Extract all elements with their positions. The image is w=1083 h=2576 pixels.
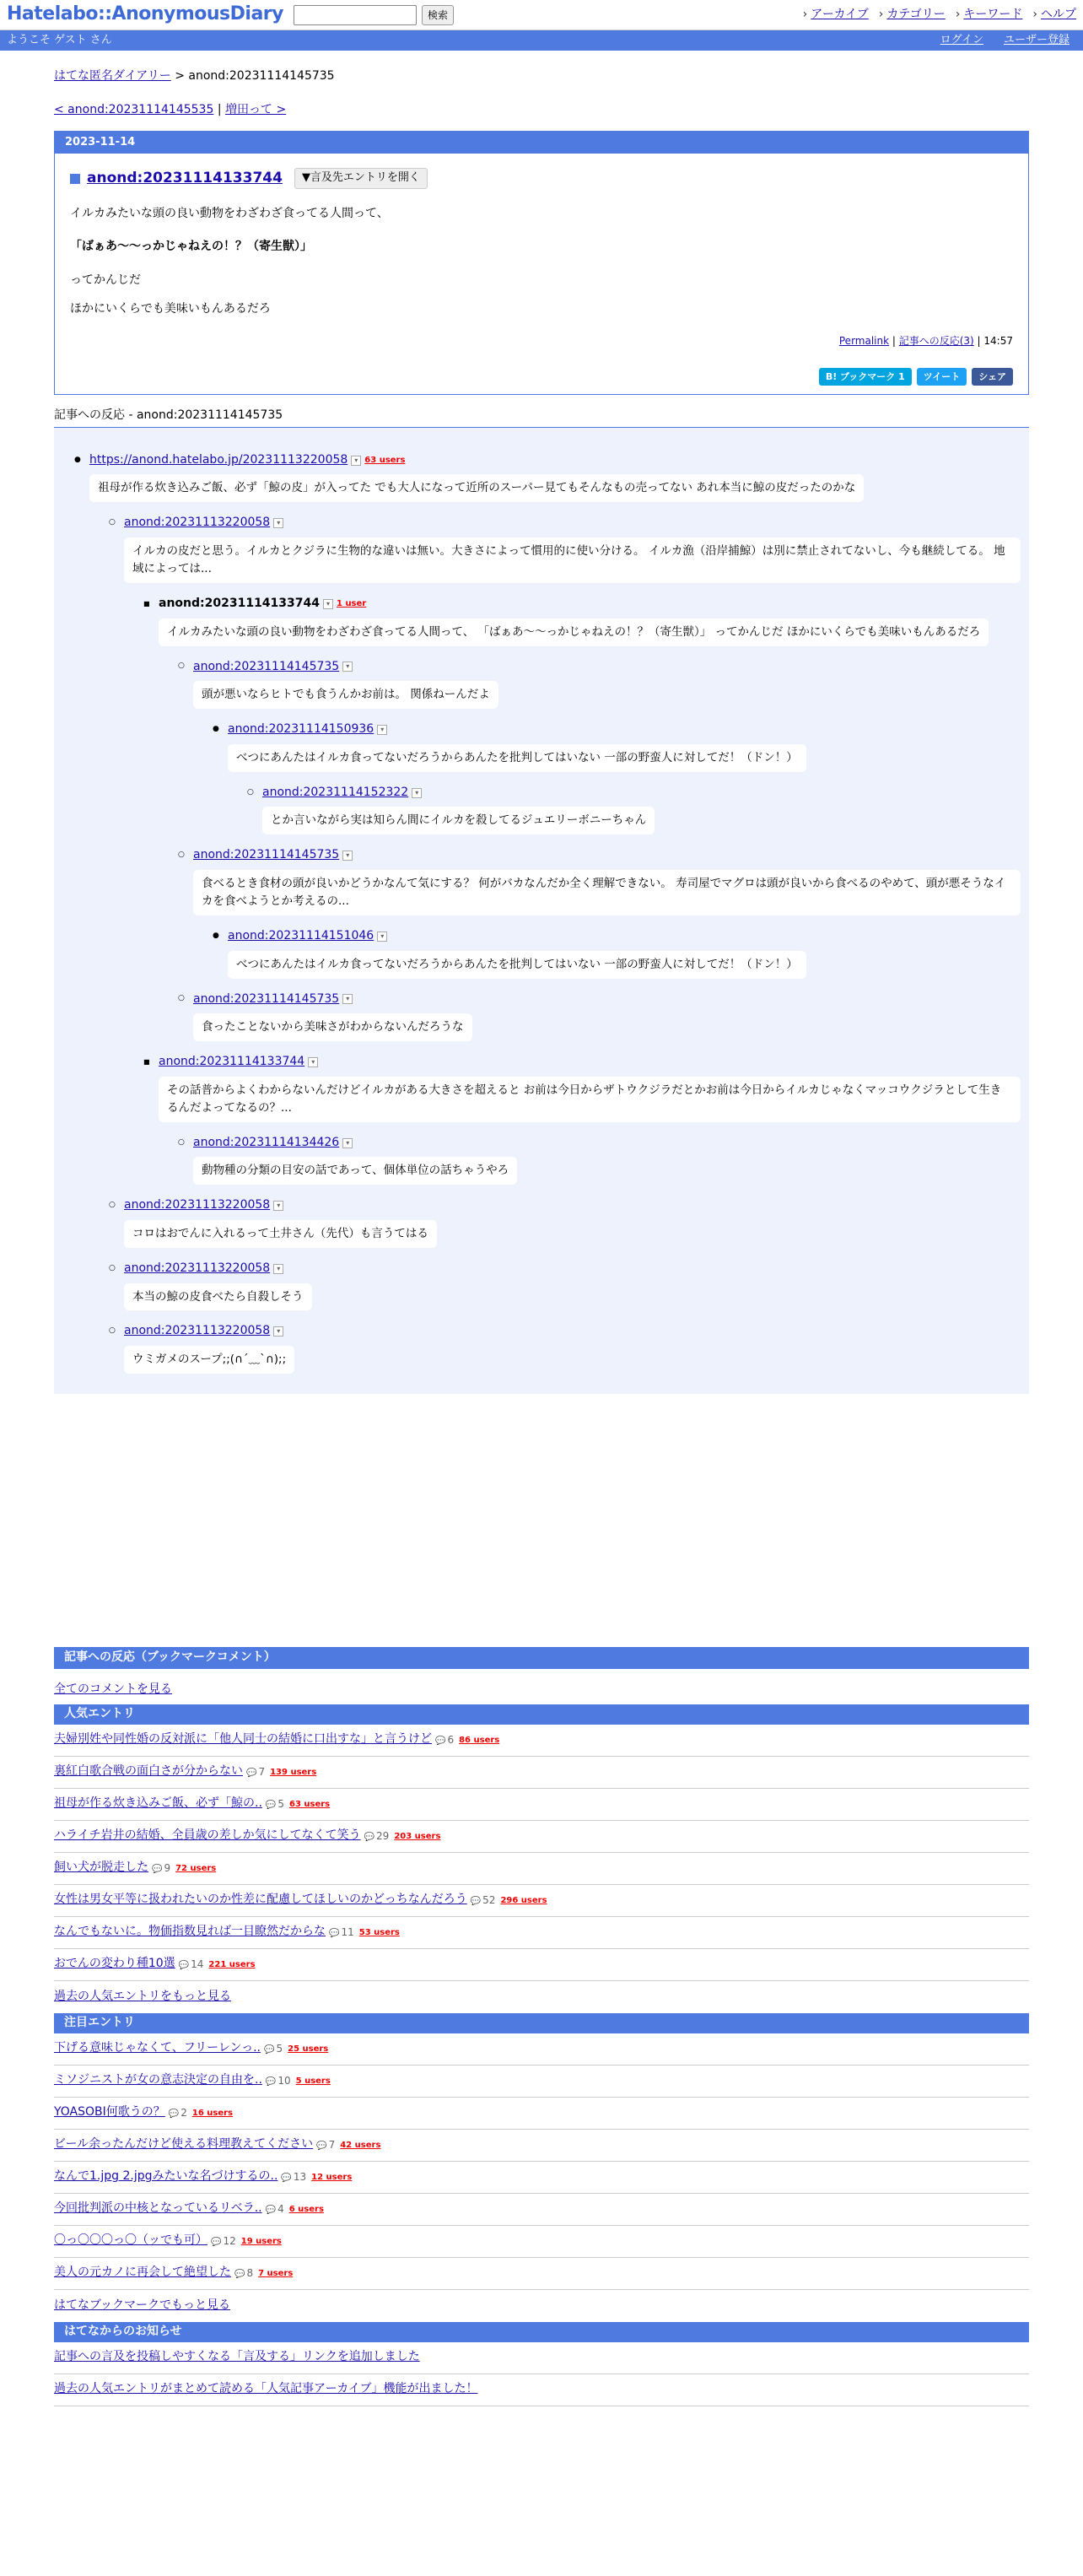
dropdown-icon[interactable]: ▾	[412, 788, 422, 798]
response-link[interactable]: anond:20231114150936	[228, 722, 374, 737]
entry-line: ってかんじだ	[70, 273, 141, 288]
entry-row	[54, 1917, 1029, 1949]
users-badge[interactable]: 19 users	[240, 2236, 282, 2246]
entry	[55, 154, 1028, 394]
nav-keyword[interactable]: › キーワード	[956, 6, 1023, 24]
comment-count[interactable]: 💬 8	[234, 2265, 253, 2282]
entry-link[interactable]: ミソジニストが女の意志決定の自由を..	[54, 2073, 262, 2087]
response-text: 食べるとき食材の頭が良いかどうかなんて気にする？ 何がバカなんだか全く理解できない。 寿司屋でマグロは頭が良いから食べるのやめて、頭が悪そうなイカを食べようとか考えるの...	[193, 870, 1021, 915]
entry-date: 2023-11-14	[55, 132, 1028, 154]
bullet-icon: ○	[178, 1137, 185, 1147]
dropdown-icon[interactable]: ▾	[273, 1201, 283, 1211]
dropdown-icon[interactable]: ▾	[308, 1057, 318, 1067]
square-icon	[70, 174, 80, 184]
bullet-icon: ○	[109, 1263, 116, 1272]
dropdown-icon[interactable]: ▾	[273, 1326, 283, 1337]
dropdown-icon[interactable]: ▾	[342, 1138, 353, 1148]
users-badge[interactable]: 63 users	[289, 1799, 331, 1809]
response-header	[213, 721, 1021, 739]
response-text: べつにあんたはイルカ食ってないだろうからあんたを批判してはいない 一部の野蛮人に対してだ！（ドン！）	[228, 951, 806, 979]
entry-link[interactable]: ビール余ったんだけど使える料理教えてください	[54, 2137, 314, 2152]
nav-archive[interactable]: › アーカイブ	[803, 6, 869, 24]
bullet-icon: ○	[247, 787, 254, 797]
bookmark-comments-header: 記事への反応（ブックマークコメント）	[54, 1647, 1029, 1669]
response-link: anond:20231114133744	[159, 596, 320, 610]
entry-link[interactable]: 今回批判派の中核となっているリベラ..	[54, 2201, 262, 2216]
response-header	[247, 784, 1021, 802]
comment-count[interactable]: 💬 10	[266, 2073, 291, 2089]
response-link[interactable]: https://anond.hatelabo.jp/20231113220058	[89, 452, 348, 467]
response-text: 動物種の分類の目安の話であって、個体単位の話ちゃうやろ	[193, 1157, 517, 1185]
next-entry-link[interactable]: 増田って >	[225, 102, 287, 116]
search-button[interactable]: 検索	[422, 5, 454, 25]
day-section	[54, 131, 1029, 395]
permalink[interactable]: Permalink	[838, 335, 890, 348]
users-badge[interactable]: 63 users	[364, 455, 406, 465]
entry-line-bold: 「ばぁあ〜〜っかじゃねえの！？（寄生獣）」	[70, 240, 312, 254]
response-link[interactable]: anond:20231113220058	[124, 1198, 271, 1212]
comment-count[interactable]: 💬 52	[471, 1893, 496, 1909]
response-text: 祖母が作る炊き込みご飯、必ず「鯨の皮」が入ってた でも大人になって近所のスーパー見てもそんなもの売ってない あれ本当に鯨の皮だったのかな	[89, 474, 864, 502]
dropdown-icon[interactable]: ▾	[273, 518, 283, 528]
bullet-icon: ■	[143, 599, 150, 608]
featured-list	[54, 2033, 1029, 2290]
response-text: その話普からよくわからないんだけどイルカがある大きさを超えると お前は今日からザトウクジラだとかお前は今日からイルカじゃなくマッコウクジラとして生きるんだよってなるの？...	[159, 1077, 1021, 1122]
response-link[interactable]: anond:20231114152322	[262, 785, 409, 799]
entry-link[interactable]: 祖母が作る炊き込みご飯、必ず「鯨の..	[54, 1796, 262, 1811]
comment-count[interactable]: 💬 12	[211, 2233, 236, 2249]
dropdown-icon[interactable]: ▾	[377, 725, 387, 735]
comment-count[interactable]: 💬 6	[435, 1732, 454, 1748]
users-badge[interactable]: 139 users	[270, 1767, 317, 1777]
bullet-icon: ●	[74, 455, 81, 464]
response-item	[178, 991, 1021, 1042]
site-logo[interactable]: Hatelabo::AnonymousDiary	[7, 3, 283, 25]
bookmark-comments-section	[54, 1647, 1029, 2406]
dropdown-icon[interactable]: ▾	[342, 994, 353, 1004]
dropdown-icon[interactable]: ▾	[342, 851, 353, 861]
comment-count[interactable]: 💬 4	[266, 2201, 284, 2217]
entry-link[interactable]: 〇っ〇〇〇っ〇（ッでも可）	[54, 2233, 207, 2248]
bullet-icon: ○	[178, 994, 185, 1003]
dropdown-icon[interactable]: ▾	[273, 1264, 283, 1274]
response-item	[178, 846, 1021, 915]
breadcrumb-root[interactable]: はてな匿名ダイアリー	[54, 69, 171, 83]
login-link[interactable]: ログイン	[940, 33, 983, 46]
search-input[interactable]	[294, 5, 417, 25]
entry-row	[54, 1725, 1029, 1757]
entry-link[interactable]: おでんの変わり種10選	[54, 1957, 175, 1971]
response-item	[109, 514, 1021, 583]
entry-title[interactable]: anond:20231114133744	[87, 170, 283, 187]
response-item	[143, 595, 1021, 646]
response-link[interactable]: anond:20231113220058	[124, 1324, 271, 1338]
entry-row	[54, 2226, 1029, 2258]
response-link[interactable]: anond:20231114134426	[193, 1135, 340, 1149]
entry-row	[54, 1853, 1029, 1885]
response-link[interactable]: anond:20231114145735	[193, 659, 340, 673]
main-content	[54, 51, 1029, 2406]
dropdown-icon[interactable]: ▾	[323, 599, 333, 609]
users-badge[interactable]: 6 users	[288, 2204, 324, 2214]
response-text: とか言いながら実は知らん間にイルカを殺してるジュエリーボニーちゃん	[262, 807, 655, 834]
response-header	[109, 1322, 1021, 1341]
response-header	[109, 1196, 1021, 1215]
response-header	[178, 658, 1021, 677]
entry-row	[54, 2066, 1029, 2098]
users-badge[interactable]: 12 users	[311, 2172, 353, 2182]
response-text: イルカみたいな頭の良い動物をわざわざ食ってる人間って、 「ばぁあ〜〜っかじゃねえの！？（寄生獣）」 ってかんじだ ほかにいくらでも美味いもんあるだろ	[159, 618, 989, 646]
welcome-text: ようこそ ゲスト さん	[7, 33, 112, 46]
response-text: 食ったことないから美味さがわからないんだろうな	[193, 1013, 472, 1041]
response-text: コロはおでんに入れるって土井さん（先代）も言うてはる	[124, 1220, 437, 1248]
entry-row	[54, 1885, 1029, 1917]
register-link[interactable]: ユーザー登録	[1003, 33, 1070, 46]
users-badge[interactable]: 86 users	[459, 1735, 500, 1745]
entry-footer: Permalink | 記事への反応(3) | 14:57	[838, 335, 1013, 348]
response-header	[109, 514, 1021, 532]
nav-category[interactable]: › カテゴリー	[879, 6, 946, 24]
comment-count[interactable]: 💬 9	[152, 1860, 170, 1877]
nav-help[interactable]: › ヘルプ	[1032, 6, 1076, 24]
bullet-icon: ○	[178, 851, 185, 860]
comment-count[interactable]: 💬 5	[266, 1796, 284, 1812]
comment-count[interactable]: 💬 29	[364, 1828, 390, 1844]
response-link[interactable]: anond:20231113220058	[124, 516, 271, 530]
response-item	[74, 451, 1021, 503]
top-nav	[803, 6, 1076, 24]
breadcrumb-current: anond:20231114145735	[188, 69, 335, 83]
response-header	[178, 1134, 1021, 1153]
response-text: べつにあんたはイルカ食ってないだろうからあんたを批判してはいない 一部の野蛮人に対してだ！（ドン！）	[228, 744, 806, 772]
response-text: 本当の鯨の皮食べたら自殺しそう	[124, 1283, 312, 1311]
bullet-icon: ■	[143, 1057, 150, 1066]
comment-count[interactable]: 💬 5	[264, 2041, 283, 2057]
entry-link[interactable]: 裏紅白歌合戦の面白さが分からない	[54, 1764, 243, 1779]
news-item[interactable]: 過去の人気エントリがまとめて読める「人気記事アーカイブ」機能が出ました！	[54, 2382, 478, 2396]
entry-link[interactable]: 夫婦別姓や同性婚の反対派に「他人同士の結婚に口出すな」と言うけど	[54, 1732, 432, 1747]
facebook-share-button[interactable]: シェア	[972, 368, 1013, 386]
news-header: はてなからのお知らせ	[54, 2322, 1029, 2342]
dropdown-icon[interactable]: ▾	[351, 456, 361, 466]
entry-row	[54, 2130, 1029, 2162]
breadcrumb	[54, 68, 1029, 86]
response-item	[178, 658, 1021, 710]
dropdown-icon[interactable]: ▾	[342, 662, 353, 672]
users-badge[interactable]: 72 users	[175, 1863, 217, 1873]
bullet-icon: ●	[213, 931, 219, 940]
response-item	[213, 927, 1021, 979]
entry-link[interactable]: ハライチ岩井の結婚、全員歳の差しか気にしてなくて笑う	[54, 1828, 361, 1843]
breadcrumb-separator: >	[170, 69, 189, 83]
response-item	[109, 1196, 1021, 1248]
comment-count[interactable]: 💬 14	[179, 1957, 204, 1973]
response-link[interactable]: anond:20231114133744	[159, 1055, 305, 1069]
response-header	[109, 1260, 1021, 1278]
entry-link[interactable]: 下げる意味じゃなくて、フリーレンっ..	[54, 2041, 261, 2055]
more-featured-link[interactable]: はてなブックマークでもっと見る	[54, 2298, 231, 2312]
entry-body	[70, 205, 1013, 319]
welcome-bar	[0, 30, 1083, 51]
bullet-icon: ○	[109, 1326, 116, 1336]
comment-count[interactable]: 💬 2	[169, 2105, 187, 2121]
response-link[interactable]: anond:20231114151046	[228, 928, 374, 942]
entry-line: イルカみたいな頭の良い動物をわざわざ食ってる人間って、	[70, 206, 389, 220]
response-link[interactable]: anond:20231114145735	[193, 848, 340, 862]
dropdown-icon[interactable]: ▾	[377, 932, 387, 942]
response-item	[109, 1260, 1021, 1311]
entry-row	[54, 2098, 1029, 2130]
top-bar	[0, 0, 1083, 30]
tweet-button[interactable]: ツイート	[917, 368, 967, 386]
prev-entry-link[interactable]: < anond:20231114145535	[54, 102, 214, 116]
response-header	[178, 991, 1021, 1009]
entry-link[interactable]: 飼い犬が脱走した	[54, 1860, 148, 1875]
entry-row	[54, 2194, 1029, 2226]
response-text: ウミガメのスープ;;(∩´﹏`∩);;	[124, 1346, 294, 1374]
entry-row	[54, 1789, 1029, 1821]
response-item	[178, 1134, 1021, 1185]
response-item	[109, 1322, 1021, 1374]
responses-title: 記事への反応 - anond:20231114145735	[54, 407, 1029, 428]
bullet-icon: ○	[178, 662, 185, 671]
comment-count[interactable]: 💬 11	[329, 1925, 354, 1941]
hatena-bookmark-button[interactable]: B! ブックマーク 1	[819, 368, 912, 386]
response-header	[143, 1053, 1021, 1072]
more-popular-link[interactable]: 過去の人気エントリをもっと見る	[54, 1989, 231, 2003]
response-text: イルカの皮だと思う。イルカとクジラに生物的な違いは無い。大きさによって慣用的に使い分ける。 イルカ漁（沿岸捕鯨）は別に禁止されてないし、今も継続してる。 地域によっては...	[124, 537, 1021, 583]
users-badge[interactable]: 7 users	[258, 2268, 294, 2278]
news-item[interactable]: 記事への言及を投稿しやすくなる「言及する」リンクを追加しました	[54, 2350, 420, 2364]
users-badge[interactable]: 16 users	[191, 2108, 234, 2118]
popular-header: 人気エントリ	[54, 1704, 1029, 1725]
response-header	[213, 927, 1021, 946]
response-item	[143, 1053, 1021, 1122]
entry-title-row	[70, 167, 1013, 189]
bullet-icon: ○	[109, 518, 116, 527]
entry-row	[54, 2258, 1029, 2290]
users-badge[interactable]: 5 users	[295, 2076, 331, 2086]
users-badge[interactable]: 221 users	[208, 1959, 256, 1969]
users-badge[interactable]: 1 user	[337, 599, 367, 609]
popular-list	[54, 1725, 1029, 1981]
response-text: 頭が悪いならヒトでも食うんかお前は。 関係ねーんだよ	[193, 681, 498, 709]
entry-link[interactable]: なんでもないに。物価指数見れば一目瞭然だからな	[54, 1925, 326, 1939]
entry-link[interactable]: なんで1.jpg 2.jpgみたいな名づけするの..	[54, 2169, 278, 2184]
response-tree	[54, 428, 1029, 1394]
users-badge[interactable]: 25 users	[288, 2044, 329, 2054]
response-link[interactable]: anond:20231113220058	[124, 1261, 271, 1275]
all-comments-link[interactable]: 全てのコメントを見る	[54, 1682, 172, 1697]
entry-row	[54, 1949, 1029, 1981]
entry-link[interactable]: YOASOBI何歌うの？	[54, 2105, 165, 2120]
bullet-icon: ●	[213, 725, 219, 734]
pager-separator: |	[213, 102, 226, 116]
open-mentions-button[interactable]: ▼言及先エントリを開く	[294, 168, 428, 188]
pager	[54, 101, 1029, 120]
entry-row	[54, 2033, 1029, 2066]
entry-row	[54, 2162, 1029, 2194]
entry-row	[54, 1757, 1029, 1789]
users-badge[interactable]: 203 users	[394, 1831, 441, 1841]
entry-line: ほかにいくらでも美味いもんあるだろ	[70, 301, 271, 316]
reactions-link[interactable]: 記事への反応(3)	[898, 335, 974, 348]
users-badge[interactable]: 296 users	[500, 1895, 547, 1905]
response-header	[143, 595, 1021, 613]
entry-row	[54, 1821, 1029, 1853]
share-buttons	[70, 368, 1013, 386]
response-header	[178, 846, 1021, 865]
response-item	[213, 721, 1021, 772]
bullet-icon: ○	[109, 1201, 116, 1210]
comment-count[interactable]: 💬 7	[246, 1764, 265, 1780]
entry-time: 14:57	[983, 335, 1013, 348]
users-badge[interactable]: 53 users	[358, 1927, 400, 1937]
response-header	[74, 451, 1021, 470]
entry-link[interactable]: 美人の元カノに再会して絶望した	[54, 2265, 231, 2280]
users-badge[interactable]: 42 users	[340, 2140, 381, 2150]
entry-link[interactable]: 女性は男女平等に扱われたいのか性差に配慮してほしいのかどっちなんだろう	[54, 1893, 467, 1907]
response-item	[247, 784, 1021, 835]
comment-count[interactable]: 💬 13	[281, 2169, 306, 2185]
comment-count[interactable]: 💬 7	[316, 2137, 335, 2153]
response-link[interactable]: anond:20231114145735	[193, 991, 340, 1006]
featured-header: 注目エントリ	[54, 2013, 1029, 2033]
